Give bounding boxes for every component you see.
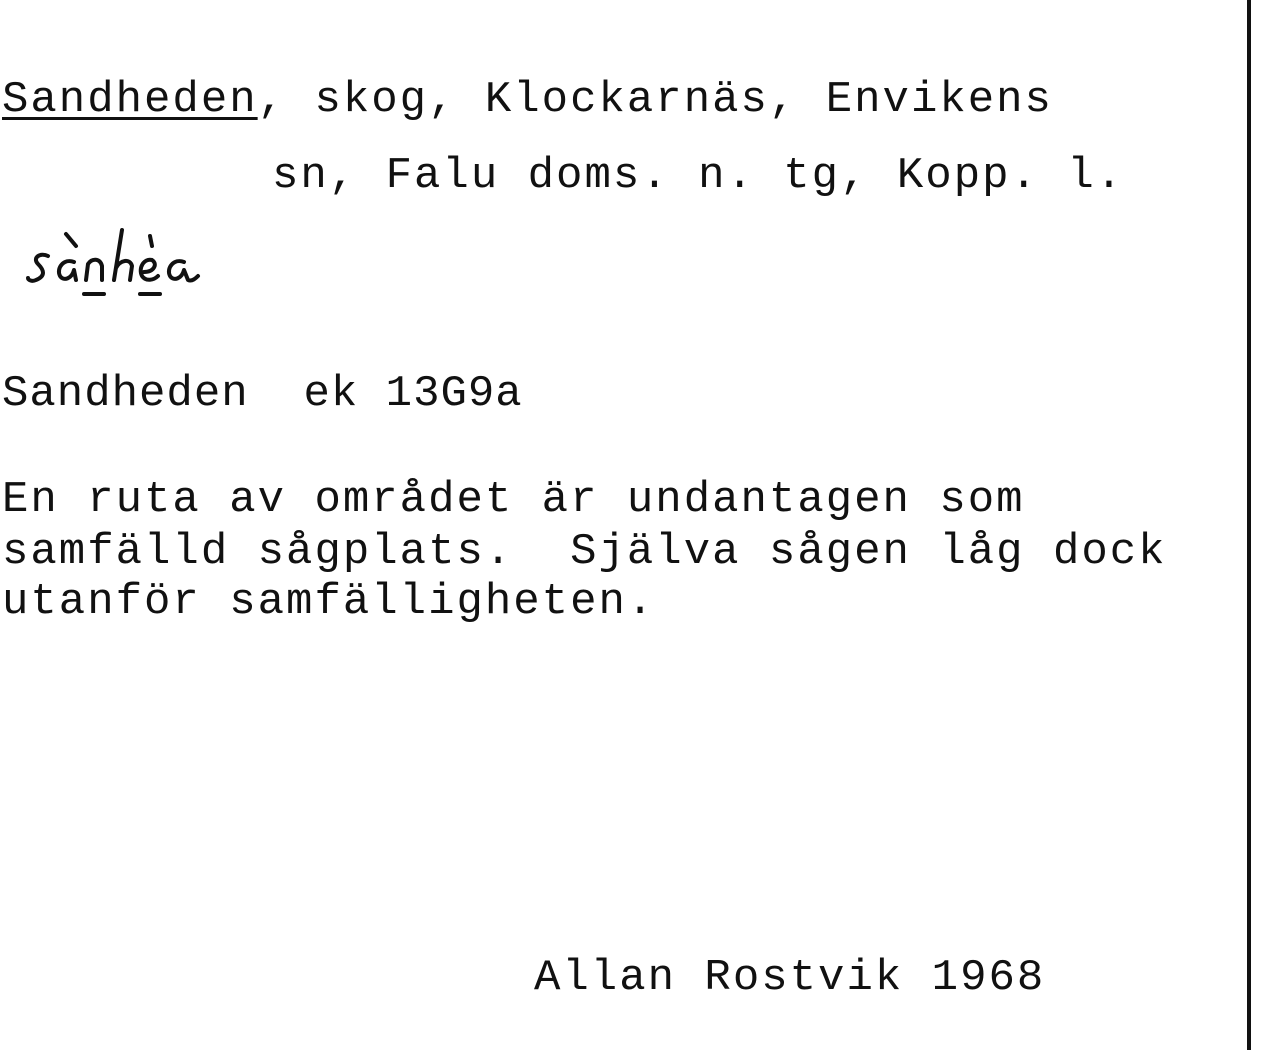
map-reference: Sandheden ek 13G9a bbox=[2, 369, 523, 419]
note-line-2: samfälld sågplats. Själva sågen låg dock bbox=[2, 527, 1167, 577]
note-line-1: En ruta av området är undantagen som bbox=[2, 475, 1025, 525]
note-line-3: utanför samfälligheten. bbox=[2, 577, 656, 627]
handwriting-sanhea-image bbox=[26, 228, 276, 308]
handwritten-phonetic-form bbox=[26, 228, 276, 308]
signature: Allan Rostvik 1968 bbox=[534, 953, 1046, 1003]
headword: Sandheden bbox=[2, 75, 258, 125]
header-rest: , skog, Klockarnäs, Envikens bbox=[257, 75, 1053, 125]
header-line-1 bbox=[2, 75, 1053, 125]
card-edge-line bbox=[1247, 0, 1251, 1050]
header-line-2: sn, Falu doms. n. tg, Kopp. l. bbox=[272, 151, 1125, 201]
